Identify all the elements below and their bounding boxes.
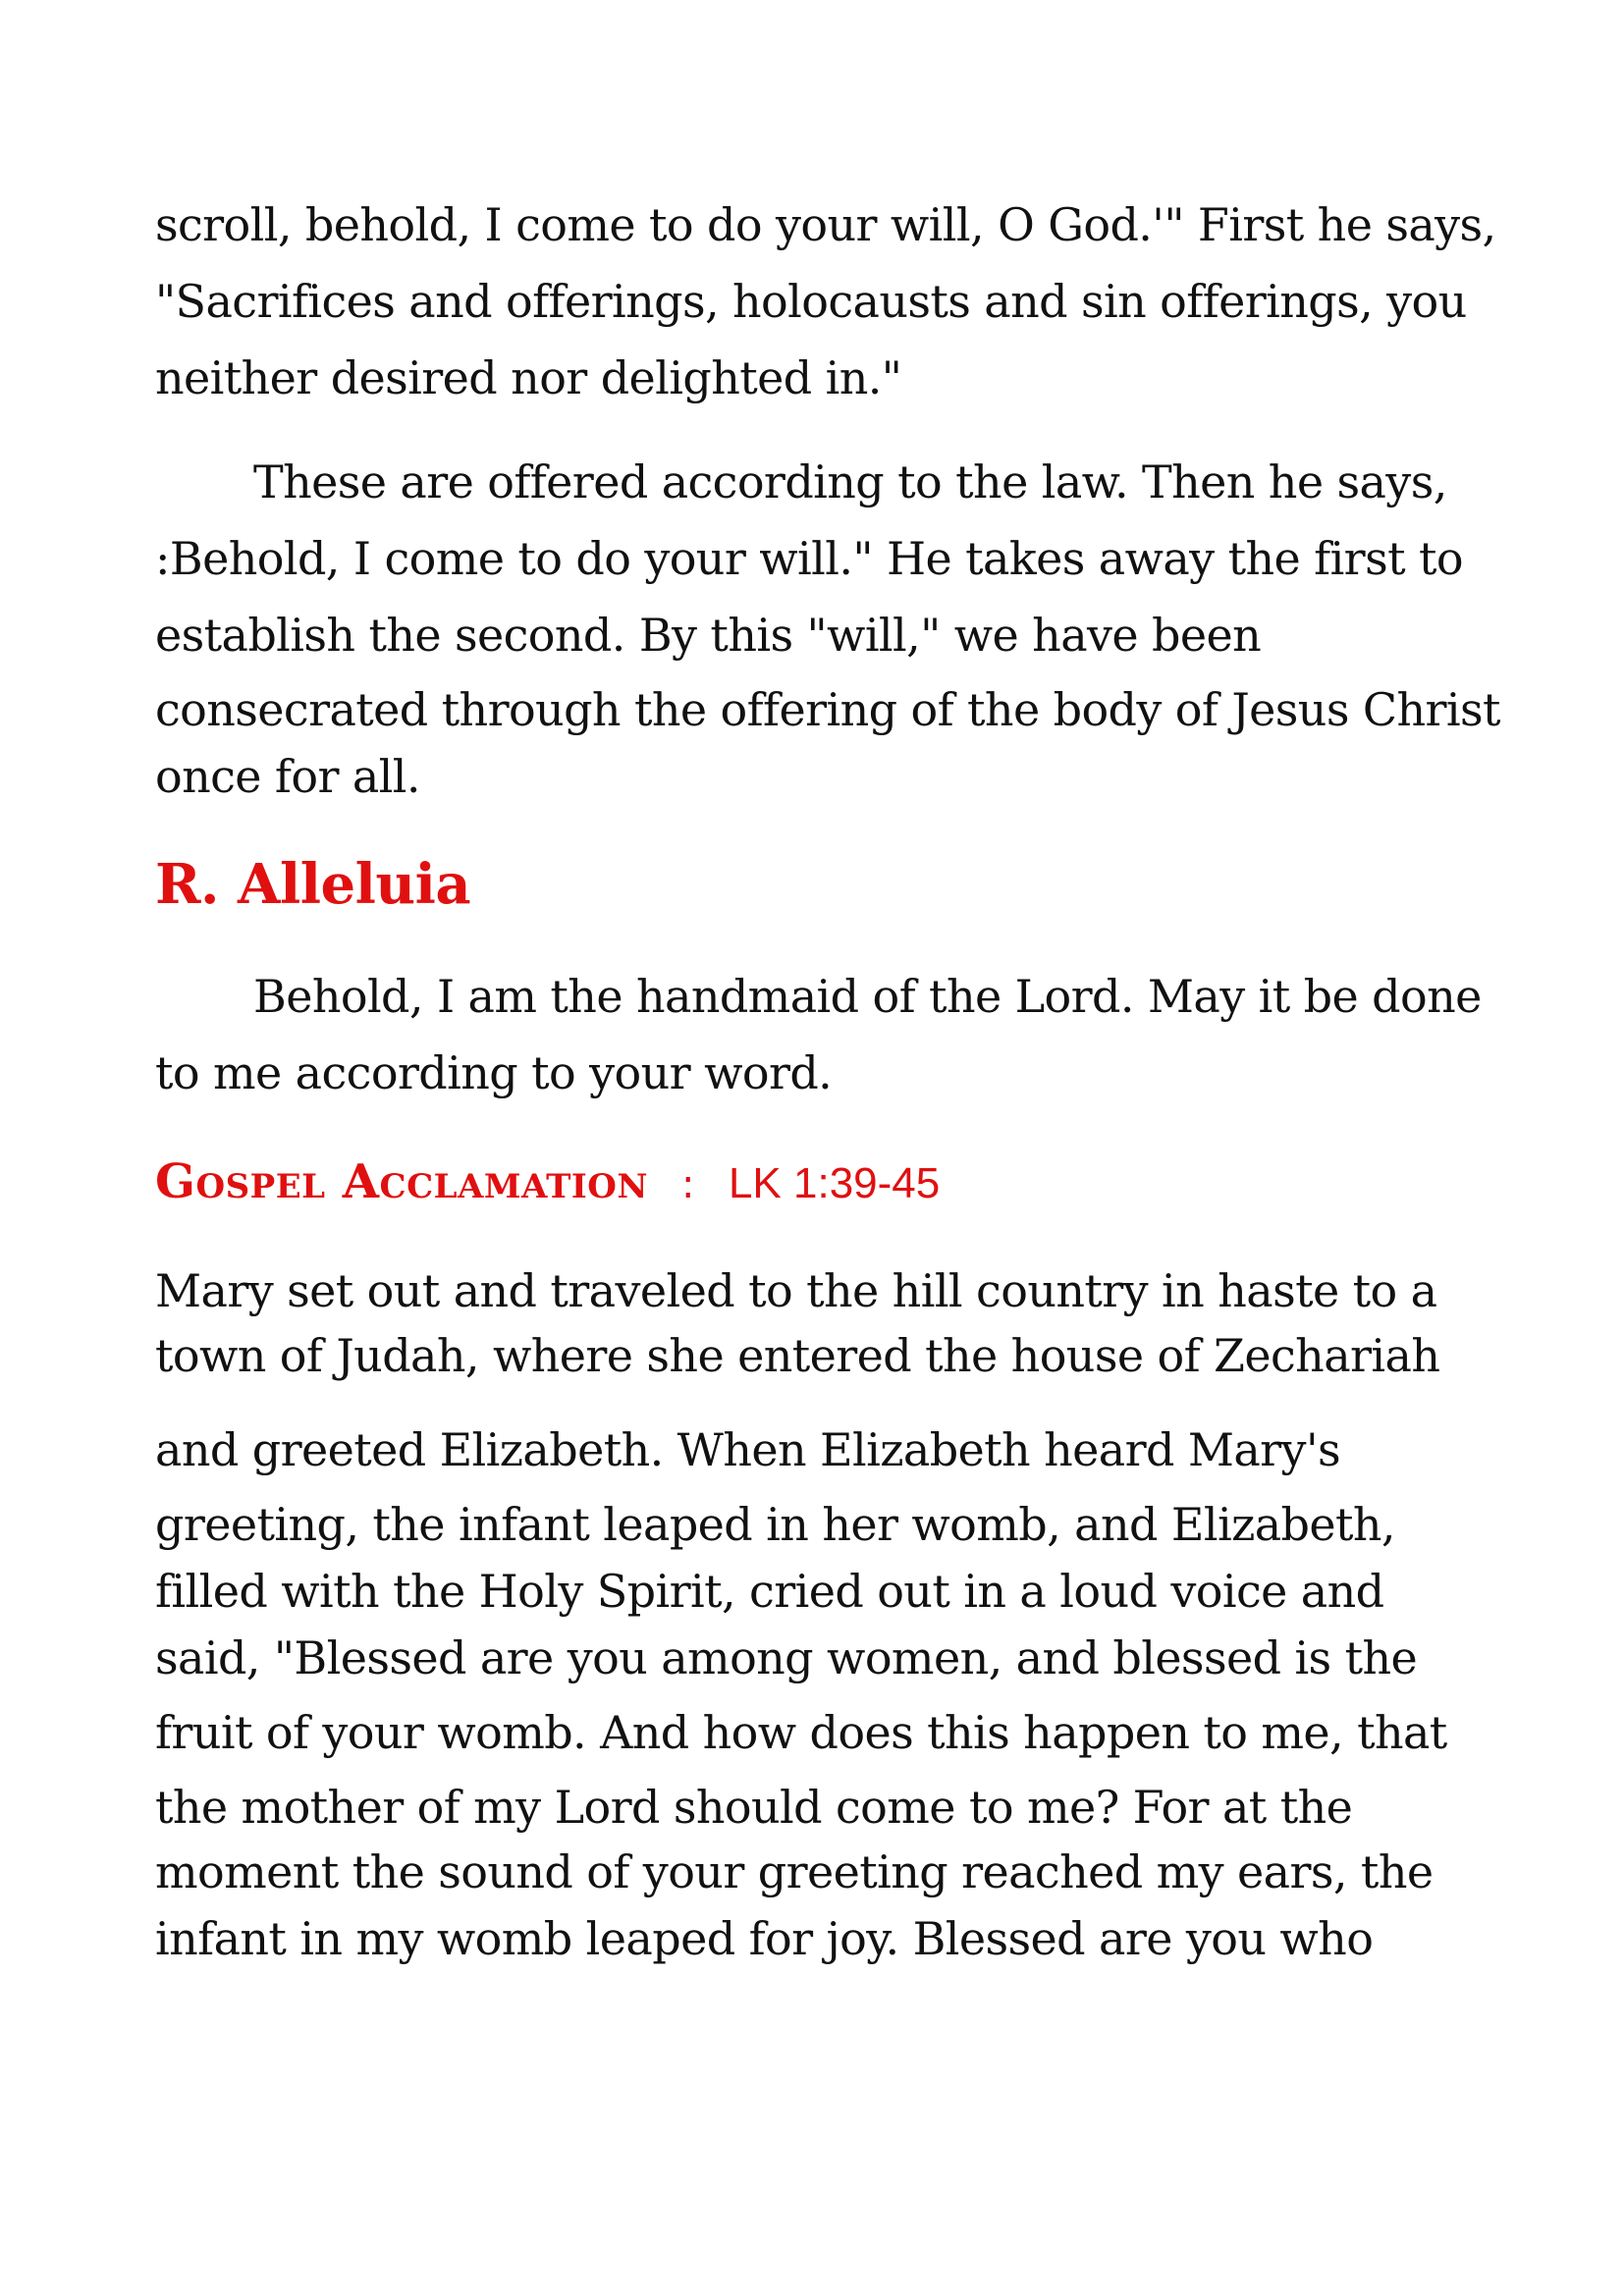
gospel-line: filled with the Holy Spirit, cried out in a loud voice and <box>155 1565 1384 1618</box>
gospel-acclamation-heading <box>155 1154 940 1209</box>
reading-line: neither desired nor delighted in." <box>155 351 902 404</box>
reading-line: :Behold, I come to do your will." He takes away the first to <box>155 532 1463 585</box>
gospel-line: fruit of your womb. And how does this happen to me, that <box>155 1706 1447 1759</box>
gospel-line: infant in my womb leaped for joy. Blessed are you who <box>155 1912 1374 1965</box>
heading-separator: : <box>680 1162 695 1207</box>
reading-line: consecrated through the offering of the body of Jesus Christ <box>155 683 1500 736</box>
response-line: to me according to your word. <box>155 1046 833 1099</box>
reading-line: These are offered according to the law. Then he says, <box>253 455 1447 508</box>
reading-line: scroll, behold, I come to do your will, O God.'" First he says, <box>155 198 1496 251</box>
gospel-line: the mother of my Lord should come to me? For at the <box>155 1781 1353 1834</box>
gospel-line: moment the sound of your greeting reached my ears, the <box>155 1845 1434 1898</box>
gospel-line: greeting, the infant leaped in her womb, and Elizabeth, <box>155 1498 1395 1551</box>
reading-line: once for all. <box>155 750 420 803</box>
response-heading: R. Alleluia <box>155 852 471 917</box>
reading-line: "Sacrifices and offerings, holocausts and sin offerings, you <box>155 275 1467 328</box>
gospel-acclamation-title: Gospel Acclamation <box>155 1154 648 1209</box>
reading-line: establish the second. By this "will," we have been <box>155 609 1262 662</box>
gospel-line: said, "Blessed are you among women, and blessed is the <box>155 1631 1418 1684</box>
gospel-reference: LK 1:39-45 <box>728 1159 941 1207</box>
gospel-line: and greeted Elizabeth. When Elizabeth heard Mary's <box>155 1423 1340 1476</box>
gospel-line: Mary set out and traveled to the hill country in haste to a <box>155 1264 1437 1317</box>
response-line: Behold, I am the handmaid of the Lord. May it be done <box>253 970 1482 1023</box>
gospel-line: town of Judah, where she entered the house of Zechariah <box>155 1329 1440 1382</box>
